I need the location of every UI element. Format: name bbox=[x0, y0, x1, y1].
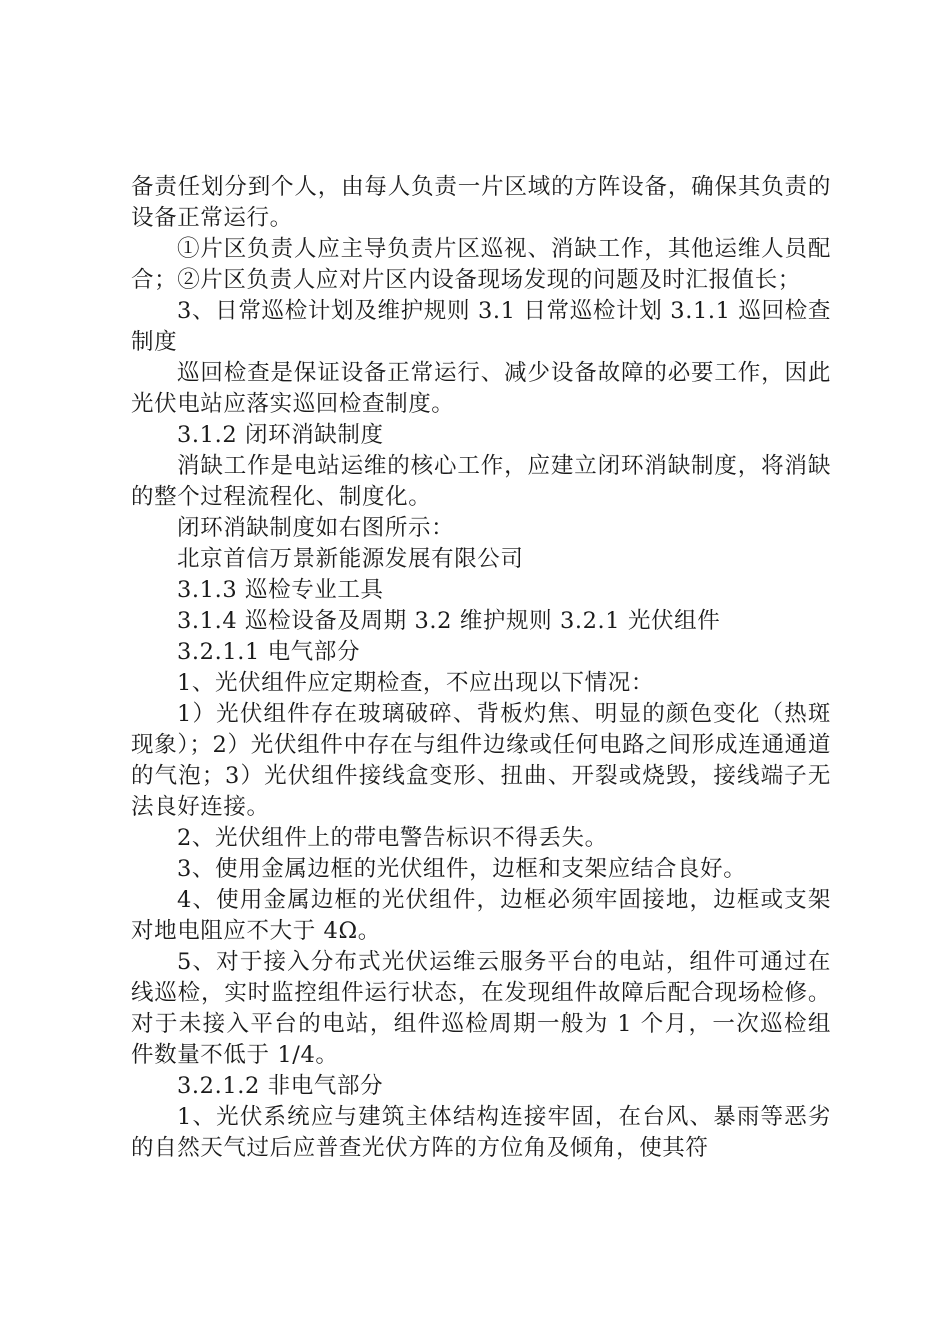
heading-3-1-4: 3.1.4 巡检设备及周期 3.2 维护规则 3.2.1 光伏组件 bbox=[177, 608, 721, 634]
paragraph-item-3: 3、使用金属边框的光伏组件，边框和支架应结合良好。 bbox=[177, 856, 747, 882]
paragraph-non-electrical-item-1: 1、光伏系统应与建筑主体结构连接牢固，在台风、暴雨等恶劣的自然天气过后应普查光伏方阵的方位角及倾角，使其符 bbox=[131, 1104, 831, 1161]
paragraph-company-name: 北京首信万景新能源发展有限公司 bbox=[177, 546, 524, 572]
paragraph-item-5: 5、对于接入分布式光伏运维云服务平台的电站，组件可通过在线巡检，实时监控组件运行状态，在发现组件故障后配合现场检修。对于未接入平台的电站，组件巡检周期一般为 1 个月，一次巡检组件数量不低于 1/4。 bbox=[131, 949, 831, 1068]
paragraph-item-4: 4、使用金属边框的光伏组件，边框必须牢固接地，边框或支架对地电阻应不大于 4Ω。 bbox=[131, 887, 831, 944]
paragraph-area-responsibility: ①片区负责人应主导负责片区巡视、消缺工作，其他运维人员配合；②片区负责人应对片区内设备现场发现的问题及时汇报值长； bbox=[131, 236, 831, 293]
paragraph-defect-elimination: 消缺工作是电站运维的核心工作，应建立闭环消缺制度，将消缺的整个过程流程化、制度化。 bbox=[131, 453, 831, 510]
document-body bbox=[131, 172, 831, 1164]
heading-3-2-1-2: 3.2.1.2 非电气部分 bbox=[177, 1073, 384, 1099]
heading-3-1-2: 3.1.2 闭环消缺制度 bbox=[177, 422, 384, 448]
paragraph-item-1-details: 1）光伏组件存在玻璃破碎、背板灼焦、明显的颜色变化（热斑现象）；2）光伏组件中存在与组件边缘或任何电路之间形成连通通道的气泡；3）光伏组件接线盒变形、扭曲、开裂或烧毁，接线端子无法良好连接。 bbox=[131, 701, 831, 820]
paragraph-figure-reference: 闭环消缺制度如右图所示： bbox=[177, 515, 455, 541]
paragraph-inspection-purpose: 巡回检查是保证设备正常运行、减少设备故障的必要工作，因此光伏电站应落实巡回检查制度。 bbox=[131, 360, 831, 417]
paragraph-item-2: 2、光伏组件上的带电警告标识不得丢失。 bbox=[177, 825, 608, 851]
paragraph-section-3-heading: 3、日常巡检计划及维护规则 3.1 日常巡检计划 3.1.1 巡回检查制度 bbox=[131, 298, 831, 355]
paragraph-item-1: 1、光伏组件应定期检查，不应出现以下情况： bbox=[177, 670, 654, 696]
heading-3-1-3: 3.1.3 巡检专业工具 bbox=[177, 577, 384, 603]
paragraph-continuation: 备责任划分到个人，由每人负责一片区域的方阵设备，确保其负责的设备正常运行。 bbox=[131, 174, 831, 231]
heading-3-2-1-1: 3.2.1.1 电气部分 bbox=[177, 639, 361, 665]
